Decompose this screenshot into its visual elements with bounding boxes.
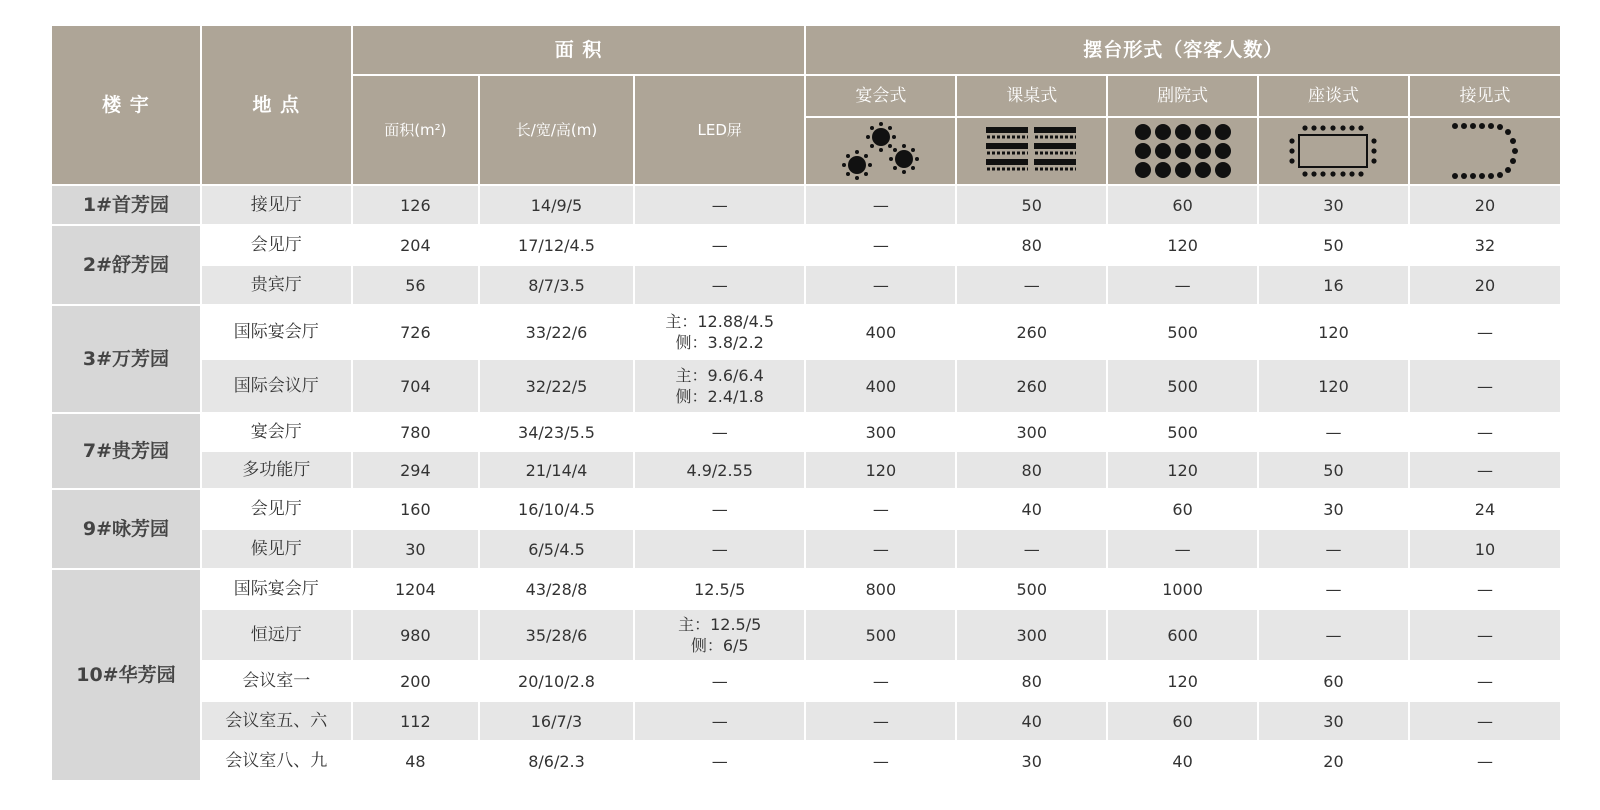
capacity-theater: 40 (1107, 741, 1258, 781)
led-line: 4.9/2.55 (686, 460, 753, 480)
capacity-banquet: — (805, 529, 956, 569)
room-area: 704 (352, 359, 479, 413)
led-line: — (711, 751, 728, 771)
capacity-forum: 16 (1258, 265, 1409, 305)
capacity-forum: 50 (1258, 225, 1409, 265)
room-area: 48 (352, 741, 479, 781)
capacity-banquet: 500 (805, 609, 956, 661)
boardroom-table-icon (1258, 117, 1409, 185)
capacity-classroom: — (956, 529, 1107, 569)
capacity-reception: 20 (1409, 265, 1561, 305)
building-name: 9#咏芳园 (51, 489, 201, 569)
capacity-reception: — (1409, 359, 1561, 413)
classroom-desks-icon (956, 117, 1107, 185)
capacity-reception: 24 (1409, 489, 1561, 529)
room-area: 980 (352, 609, 479, 661)
building-name: 10#华芳园 (51, 569, 201, 781)
room-name: 会议室八、九 (201, 741, 352, 781)
room-name: 会见厅 (201, 225, 352, 265)
room-name: 国际会议厅 (201, 359, 352, 413)
room-name: 宴会厅 (201, 413, 352, 451)
table-row (51, 609, 1561, 661)
capacity-banquet: — (805, 661, 956, 701)
room-led-screen (634, 661, 805, 701)
room-area: 1204 (352, 569, 479, 609)
room-led-screen (634, 609, 805, 661)
room-dimensions: 35/28/6 (479, 609, 634, 661)
capacity-banquet: — (805, 265, 956, 305)
capacity-forum: — (1258, 569, 1409, 609)
capacity-reception: — (1409, 661, 1561, 701)
header-location: 地 点 (201, 25, 352, 185)
capacity-forum: 20 (1258, 741, 1409, 781)
building-name: 3#万芳园 (51, 305, 201, 413)
room-dimensions: 33/22/6 (479, 305, 634, 359)
room-led-screen (634, 413, 805, 451)
table-row (51, 413, 1561, 451)
table-row (51, 451, 1561, 489)
room-led-screen (634, 529, 805, 569)
theater-seats-icon (1107, 117, 1258, 185)
room-dimensions: 20/10/2.8 (479, 661, 634, 701)
led-line: — (711, 671, 728, 691)
room-dimensions: 6/5/4.5 (479, 529, 634, 569)
header-banquet: 宴会式 (805, 75, 956, 117)
capacity-forum: — (1258, 529, 1409, 569)
room-dimensions: 14/9/5 (479, 185, 634, 225)
capacity-reception: 32 (1409, 225, 1561, 265)
capacity-reception: — (1409, 413, 1561, 451)
capacity-forum: 120 (1258, 359, 1409, 413)
room-area: 30 (352, 529, 479, 569)
led-line: — (711, 499, 728, 519)
room-area: 160 (352, 489, 479, 529)
room-led-screen (634, 569, 805, 609)
capacity-theater: 1000 (1107, 569, 1258, 609)
room-area: 780 (352, 413, 479, 451)
room-name: 多功能厅 (201, 451, 352, 489)
table-row (51, 489, 1561, 529)
capacity-classroom: 260 (956, 359, 1107, 413)
table-row (51, 265, 1561, 305)
capacity-classroom: 300 (956, 413, 1107, 451)
capacity-banquet: — (805, 225, 956, 265)
header-led-screen: LED屏 (634, 75, 805, 185)
room-name: 会议室一 (201, 661, 352, 701)
room-led-screen (634, 359, 805, 413)
table-row (51, 569, 1561, 609)
header-building: 楼 宇 (51, 25, 201, 185)
room-dimensions: 16/7/3 (479, 701, 634, 741)
venue-capacity-table (50, 24, 1562, 782)
room-area: 726 (352, 305, 479, 359)
room-area: 204 (352, 225, 479, 265)
room-led-screen (634, 451, 805, 489)
header-reception: 接见式 (1409, 75, 1561, 117)
capacity-classroom: 80 (956, 661, 1107, 701)
room-area: 126 (352, 185, 479, 225)
capacity-theater: 500 (1107, 413, 1258, 451)
room-dimensions: 8/6/2.3 (479, 741, 634, 781)
table-row (51, 529, 1561, 569)
led-line: 主：9.6/6.4 (675, 366, 764, 385)
led-line: 主：12.5/5 (678, 615, 762, 634)
capacity-reception: — (1409, 305, 1561, 359)
room-led-screen (634, 701, 805, 741)
room-name: 候见厅 (201, 529, 352, 569)
room-dimensions: 43/28/8 (479, 569, 634, 609)
room-name: 会见厅 (201, 489, 352, 529)
room-led-screen (634, 741, 805, 781)
room-name: 国际宴会厅 (201, 569, 352, 609)
room-led-screen (634, 265, 805, 305)
led-line: — (711, 422, 728, 442)
led-line: — (711, 235, 728, 255)
room-led-screen (634, 225, 805, 265)
room-name: 贵宾厅 (201, 265, 352, 305)
capacity-classroom: 500 (956, 569, 1107, 609)
building-name: 7#贵芳园 (51, 413, 201, 489)
capacity-classroom: 80 (956, 225, 1107, 265)
capacity-banquet: — (805, 701, 956, 741)
capacity-theater: 500 (1107, 359, 1258, 413)
banquet-tables-icon (805, 117, 956, 185)
capacity-forum: — (1258, 413, 1409, 451)
capacity-classroom: 30 (956, 741, 1107, 781)
capacity-theater: 600 (1107, 609, 1258, 661)
capacity-banquet: 120 (805, 451, 956, 489)
capacity-reception: — (1409, 609, 1561, 661)
capacity-theater: — (1107, 265, 1258, 305)
header-area-group: 面 积 (352, 25, 806, 75)
capacity-classroom: 80 (956, 451, 1107, 489)
capacity-theater: 60 (1107, 185, 1258, 225)
table-row (51, 661, 1561, 701)
room-dimensions: 8/7/3.5 (479, 265, 634, 305)
building-name: 1#首芳园 (51, 185, 201, 225)
capacity-theater: 60 (1107, 489, 1258, 529)
led-line: — (711, 539, 728, 559)
capacity-theater: 60 (1107, 701, 1258, 741)
led-line: — (711, 711, 728, 731)
capacity-forum: — (1258, 609, 1409, 661)
capacity-theater: 500 (1107, 305, 1258, 359)
capacity-theater: 120 (1107, 451, 1258, 489)
capacity-reception: — (1409, 701, 1561, 741)
room-dimensions: 32/22/5 (479, 359, 634, 413)
room-dimensions: 17/12/4.5 (479, 225, 634, 265)
header-forum: 座谈式 (1258, 75, 1409, 117)
capacity-forum: 30 (1258, 489, 1409, 529)
capacity-forum: 120 (1258, 305, 1409, 359)
room-dimensions: 34/23/5.5 (479, 413, 634, 451)
capacity-theater: 120 (1107, 661, 1258, 701)
room-area: 112 (352, 701, 479, 741)
capacity-banquet: — (805, 741, 956, 781)
room-led-screen (634, 185, 805, 225)
u-shape-reception-icon (1409, 117, 1561, 185)
table-row (51, 701, 1561, 741)
capacity-banquet: 400 (805, 305, 956, 359)
table-row (51, 185, 1561, 225)
led-line: — (711, 195, 728, 215)
header-setup-group: 摆台形式（容客人数） (805, 25, 1561, 75)
building-name: 2#舒芳园 (51, 225, 201, 305)
capacity-forum: 30 (1258, 185, 1409, 225)
room-name: 会议室五、六 (201, 701, 352, 741)
room-area: 56 (352, 265, 479, 305)
capacity-classroom: 50 (956, 185, 1107, 225)
led-line: 侧：6/5 (690, 636, 749, 655)
room-area: 294 (352, 451, 479, 489)
capacity-banquet: 300 (805, 413, 956, 451)
capacity-forum: 50 (1258, 451, 1409, 489)
room-led-screen (634, 305, 805, 359)
capacity-classroom: 40 (956, 701, 1107, 741)
table-row (51, 741, 1561, 781)
capacity-banquet: 800 (805, 569, 956, 609)
table-row (51, 305, 1561, 359)
room-name: 恒远厅 (201, 609, 352, 661)
capacity-reception: — (1409, 569, 1561, 609)
capacity-forum: 30 (1258, 701, 1409, 741)
capacity-banquet: — (805, 489, 956, 529)
capacity-classroom: 300 (956, 609, 1107, 661)
led-line: 侧：3.8/2.2 (675, 333, 764, 352)
capacity-theater: 120 (1107, 225, 1258, 265)
capacity-reception: — (1409, 741, 1561, 781)
room-name: 国际宴会厅 (201, 305, 352, 359)
capacity-reception: — (1409, 451, 1561, 489)
capacity-theater: — (1107, 529, 1258, 569)
led-line: 侧：2.4/1.8 (675, 387, 764, 406)
capacity-banquet: 400 (805, 359, 956, 413)
capacity-classroom: 260 (956, 305, 1107, 359)
header-classroom: 课桌式 (956, 75, 1107, 117)
capacity-banquet: — (805, 185, 956, 225)
led-line: 12.5/5 (694, 579, 746, 599)
table-body (51, 185, 1561, 781)
capacity-classroom: — (956, 265, 1107, 305)
capacity-reception: 10 (1409, 529, 1561, 569)
room-dimensions: 16/10/4.5 (479, 489, 634, 529)
capacity-forum: 60 (1258, 661, 1409, 701)
led-line: 主：12.88/4.5 (665, 312, 775, 331)
header-dimensions: 长/宽/高(m) (479, 75, 634, 185)
capacity-reception: 20 (1409, 185, 1561, 225)
header-theater: 剧院式 (1107, 75, 1258, 117)
room-name: 接见厅 (201, 185, 352, 225)
led-line: — (711, 275, 728, 295)
header-area: 面积(m²) (352, 75, 479, 185)
room-area: 200 (352, 661, 479, 701)
table-row (51, 225, 1561, 265)
room-dimensions: 21/14/4 (479, 451, 634, 489)
table-row (51, 359, 1561, 413)
room-led-screen (634, 489, 805, 529)
capacity-classroom: 40 (956, 489, 1107, 529)
